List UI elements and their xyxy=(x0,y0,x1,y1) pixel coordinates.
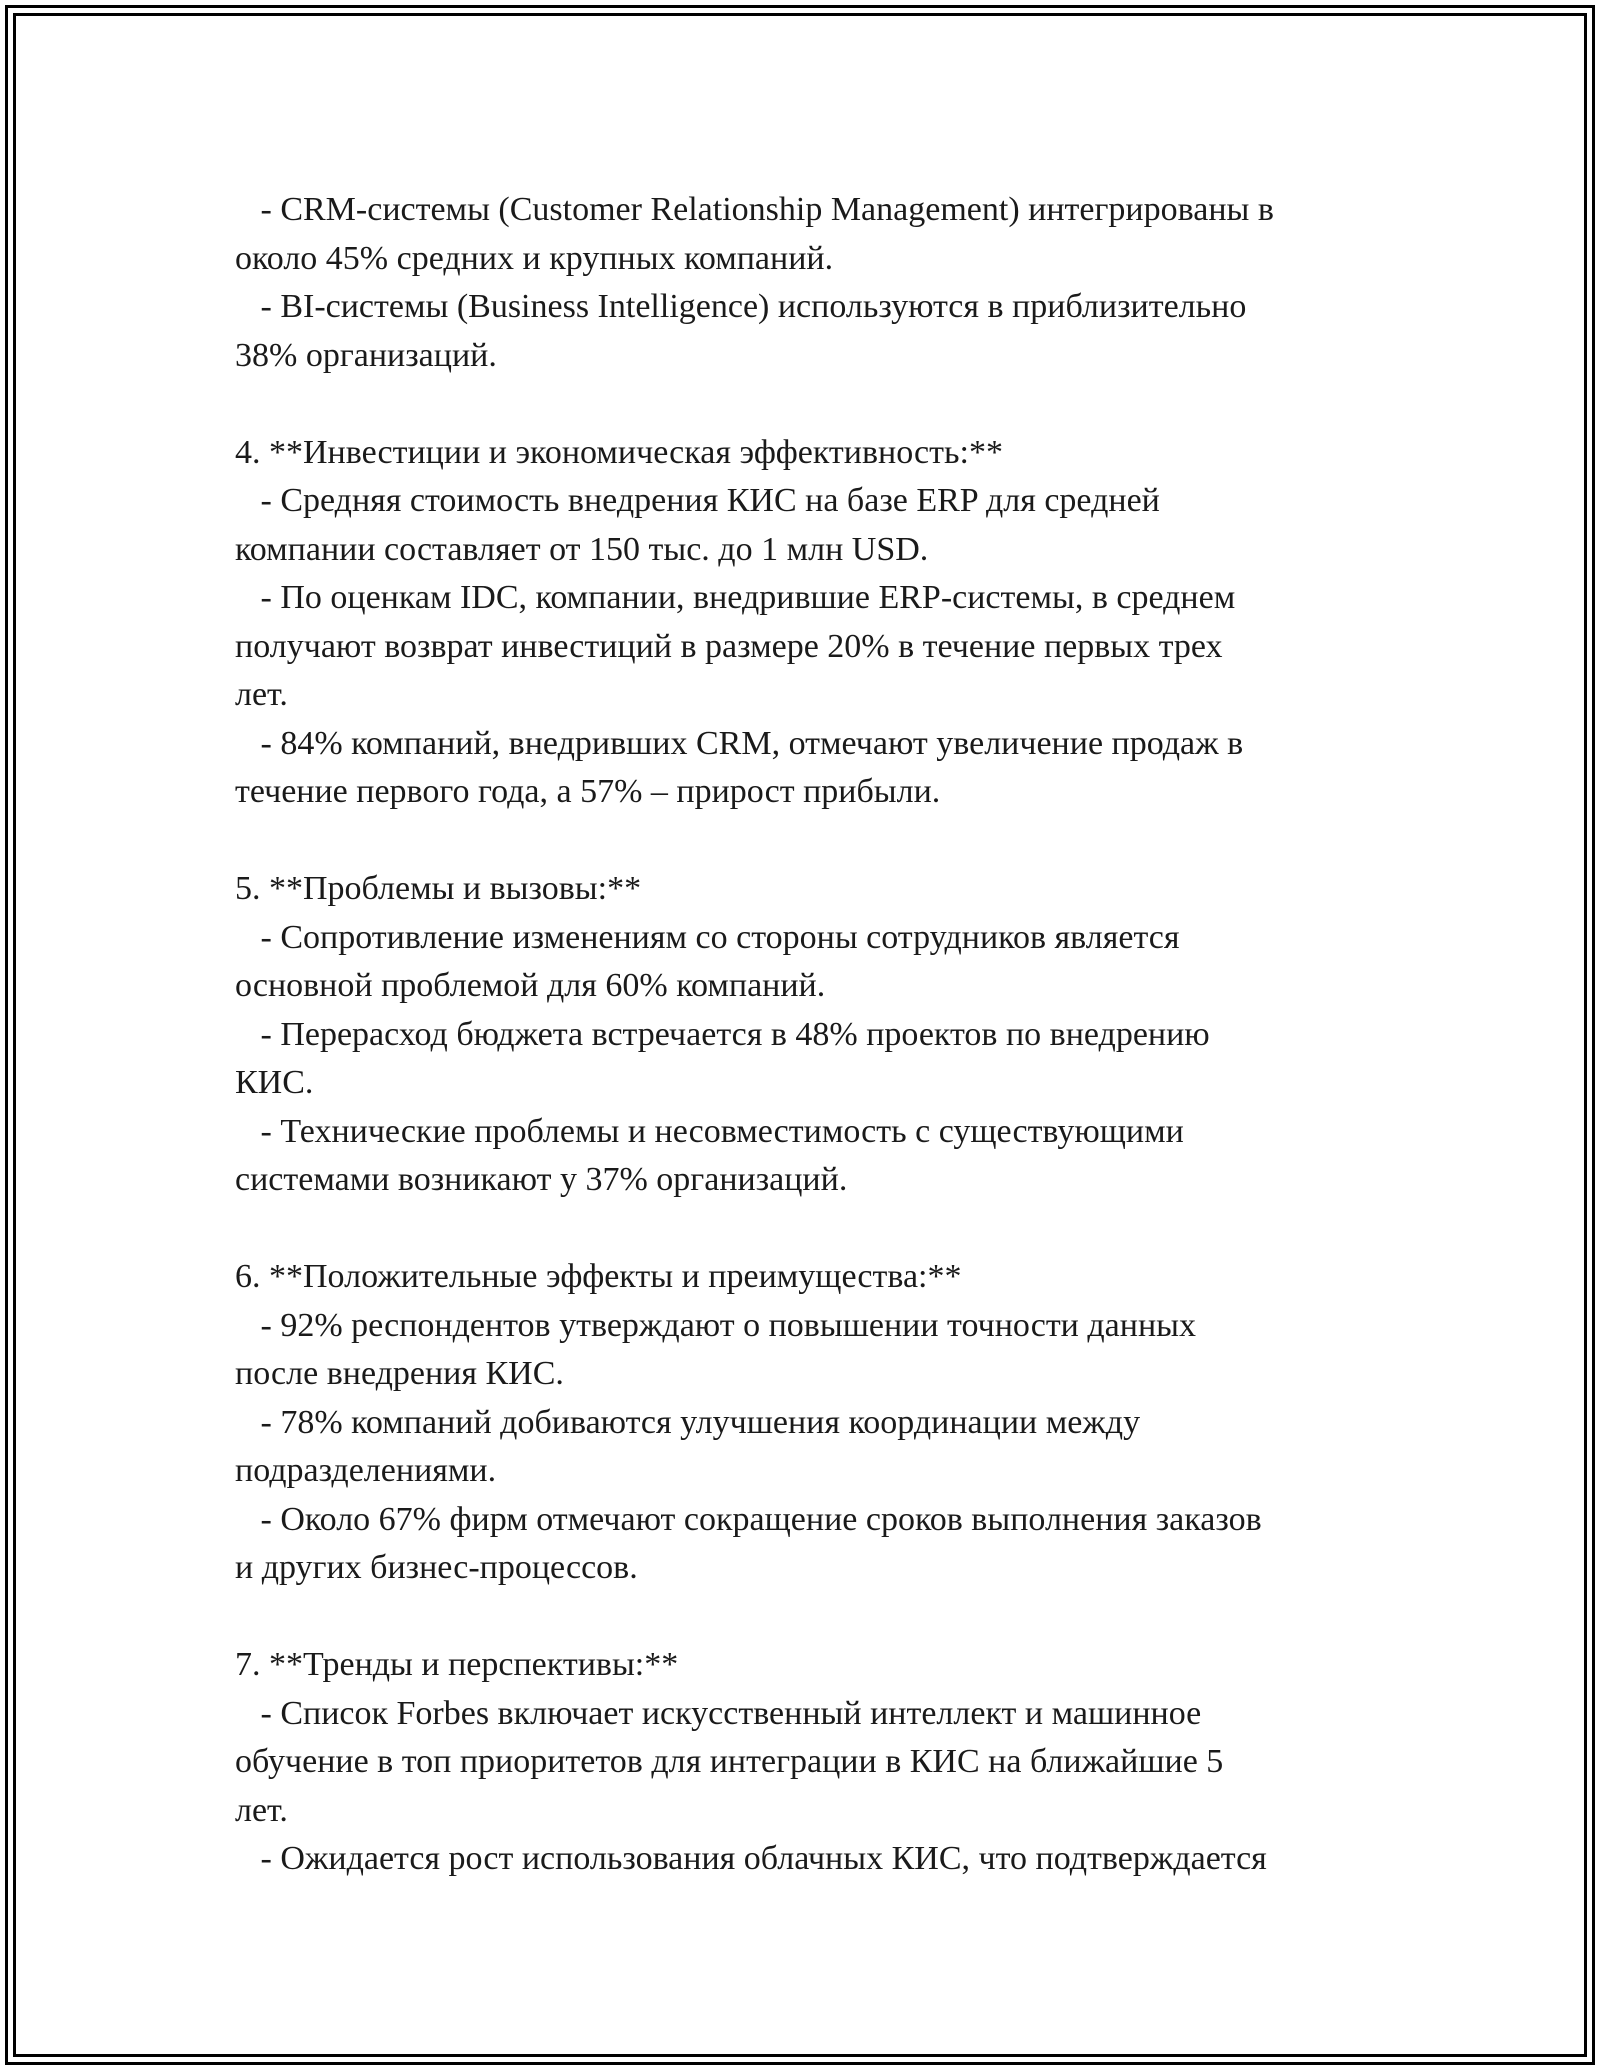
text-line: КИС. xyxy=(235,1064,314,1101)
bullet-line: - Технические проблемы и несовместимость с существующими xyxy=(235,1112,1184,1150)
list-block xyxy=(235,186,1375,380)
bullet-line: - 84% компаний, внедривших CRM, отмечают увеличение продаж в xyxy=(235,724,1244,762)
section-heading: 4. **Инвестиции и экономическая эффективность:** xyxy=(235,433,1003,471)
paragraph-gap xyxy=(235,380,1375,429)
section-block xyxy=(235,865,1375,1205)
section-block xyxy=(235,429,1375,817)
section-heading: 7. **Тренды и перспективы:** xyxy=(235,1646,679,1683)
text-line: после внедрения КИС. xyxy=(235,1355,564,1392)
text-line: компании составляет от 150 тыс. до 1 млн USD. xyxy=(235,530,929,568)
section-block xyxy=(235,1641,1375,1884)
section-heading: 6. **Положительные эффекты и преимущества:** xyxy=(235,1258,962,1295)
bullet-line: - 78% компаний добиваются улучшения координации между xyxy=(235,1403,1141,1441)
section-heading: 5. **Проблемы и вызовы:** xyxy=(235,870,642,907)
text-line: лет. xyxy=(235,1791,288,1829)
bullet-line: - 92% респондентов утверждают о повышении точности данных xyxy=(235,1306,1196,1344)
text-line: основной проблемой для 60% компаний. xyxy=(235,967,826,1004)
bullet-line: - Перерасход бюджета встречается в 48% проектов по внедрению xyxy=(235,1015,1210,1053)
text-line: лет. xyxy=(235,676,288,713)
bullet-line: - CRM-системы (Customer Relationship Management) интегрированы в xyxy=(235,191,1274,228)
bullet-line: - По оценкам IDC, компании, внедрившие ERP-системы, в среднем xyxy=(235,579,1236,616)
text-line: около 45% средних и крупных компаний. xyxy=(235,239,834,277)
text-line: и других бизнес-процессов. xyxy=(235,1549,638,1586)
paragraph-gap xyxy=(235,817,1375,866)
paragraph-gap xyxy=(235,1205,1375,1254)
text-line: подразделениями. xyxy=(235,1452,497,1489)
text-line: получают возврат инвестиций в размере 20% в течение первых трех xyxy=(235,627,1223,665)
bullet-line: - Список Forbes включает искусственный интеллект и машинное xyxy=(235,1694,1202,1732)
text-line: обучение в топ приоритетов для интеграции в КИС на ближайшие 5 xyxy=(235,1743,1224,1780)
text-line: системами возникают у 37% организаций. xyxy=(235,1161,848,1198)
section-block xyxy=(235,1253,1375,1593)
bullet-line: - Ожидается рост использования облачных КИС, что подтверждается xyxy=(235,1840,1267,1877)
text-line: 38% организаций. xyxy=(235,336,497,374)
bullet-line: - Около 67% фирм отмечают сокращение сроков выполнения заказов xyxy=(235,1500,1262,1538)
bullet-line: - Средняя стоимость внедрения КИС на базе ERP для средней xyxy=(235,482,1160,519)
paragraph-gap xyxy=(235,1593,1375,1642)
bullet-line: - BI-системы (Business Intelligence) используются в приблизительно xyxy=(235,288,1247,325)
document-body xyxy=(235,186,1375,1884)
text-line: течение первого года, а 57% – прирост прибыли. xyxy=(235,773,941,810)
bullet-line: - Сопротивление изменениям со стороны сотрудников является xyxy=(235,918,1180,956)
